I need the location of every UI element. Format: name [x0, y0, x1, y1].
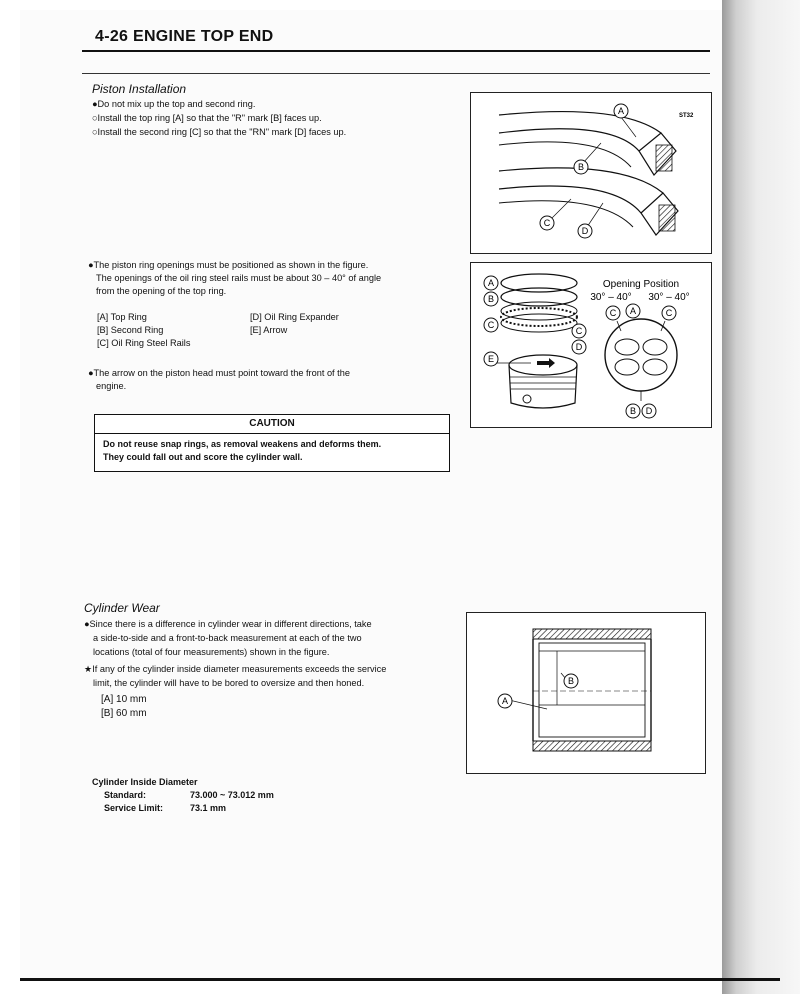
- page-binding-shadow: [722, 0, 800, 994]
- legend-item: [D] Oil Ring Expander: [250, 312, 339, 322]
- legend-item: [B] Second Ring: [97, 325, 164, 335]
- page-header-title: 4-26 ENGINE TOP END: [95, 28, 274, 45]
- instruction-line: engine.: [96, 381, 127, 391]
- callout-b-label: B: [629, 406, 637, 416]
- figure-ring-marks: [470, 92, 712, 254]
- callout-a-label: A: [617, 106, 625, 116]
- header-rule: [82, 50, 710, 52]
- instruction-line: The openings of the oil ring steel rails must be about 30 – 40° of angle: [96, 273, 382, 283]
- page-bottom-edge: [20, 978, 780, 981]
- section-rule: [82, 73, 710, 74]
- callout-a-label: A: [501, 696, 509, 706]
- legend-item: [A] Top Ring: [97, 312, 147, 322]
- instruction-line: ○Install the top ring [A] so that the "R" mark [B] faces up.: [92, 113, 322, 123]
- callout-b-label: B: [577, 162, 585, 172]
- caution-box: [94, 414, 450, 472]
- spec-standard-value: 73.000 ~ 73.012 mm: [190, 790, 274, 800]
- angle-left-label: 30° – 40°: [590, 292, 632, 303]
- cylinder-illustration: [467, 613, 705, 773]
- caution-heading: CAUTION: [95, 415, 449, 434]
- instruction-line: ●The arrow on the piston head must point toward the front of the: [88, 368, 350, 378]
- callout-c-label: C: [487, 320, 495, 330]
- callout-c-label: C: [575, 326, 583, 336]
- section-title-piston-installation: Piston Installation: [92, 82, 187, 96]
- callout-b-label: B: [487, 294, 495, 304]
- callout-c-label: C: [543, 218, 551, 228]
- section-title-cylinder-wear: Cylinder Wear: [84, 601, 160, 615]
- callout-d-label: D: [575, 342, 583, 352]
- callout-a-label: A: [487, 278, 495, 288]
- figure-ring-opening-positions: [470, 262, 712, 428]
- callout-c-label: C: [665, 308, 673, 318]
- legend-item: [A] 10 mm: [101, 694, 147, 705]
- spec-service-limit-value: 73.1 mm: [190, 803, 227, 813]
- spec-service-limit-label: Service Limit:: [104, 803, 164, 813]
- callout-a-label: A: [629, 306, 637, 316]
- instruction-line: limit, the cylinder will have to be bored to oversize and then honed.: [93, 678, 365, 688]
- opening-position-label: Opening Position: [602, 279, 680, 290]
- instruction-line: ○Install the second ring [C] so that the "RN" mark [D] faces up.: [92, 127, 347, 137]
- spec-standard-label: Standard:: [104, 790, 147, 800]
- instruction-line: ★If any of the cylinder inside diameter measurements exceeds the service: [84, 664, 387, 674]
- legend-item: [C] Oil Ring Steel Rails: [97, 338, 191, 348]
- caution-line: Do not reuse snap rings, as removal weakens and deforms them.: [103, 439, 382, 449]
- callout-c-label: C: [609, 308, 617, 318]
- callout-d-label: D: [581, 226, 589, 236]
- callout-d-label: D: [645, 406, 653, 416]
- instruction-line: locations (total of four measurements) shown in the figure.: [93, 647, 330, 657]
- ring-marks-illustration: [471, 93, 711, 253]
- legend-item: [B] 60 mm: [101, 708, 147, 719]
- callout-e-label: E: [487, 354, 495, 364]
- figure-cylinder-measurement: [466, 612, 706, 774]
- figure-code: ST32: [679, 113, 694, 119]
- angle-right-label: 30° – 40°: [648, 292, 690, 303]
- instruction-line: a side-to-side and a front-to-back measurement at each of the two: [93, 633, 362, 643]
- instruction-line: from the opening of the top ring.: [96, 286, 227, 296]
- spec-title: Cylinder Inside Diameter: [92, 777, 198, 787]
- instruction-line: ●Do not mix up the top and second ring.: [92, 99, 256, 109]
- callout-b-label: B: [567, 676, 575, 686]
- instruction-line: ●Since there is a difference in cylinder wear in different directions, take: [84, 619, 372, 629]
- piston-ring-illustration: [471, 263, 711, 427]
- legend-item: [E] Arrow: [250, 325, 288, 335]
- instruction-line: ●The piston ring openings must be positioned as shown in the figure.: [88, 260, 369, 270]
- caution-line: They could fall out and score the cylinder wall.: [103, 452, 303, 462]
